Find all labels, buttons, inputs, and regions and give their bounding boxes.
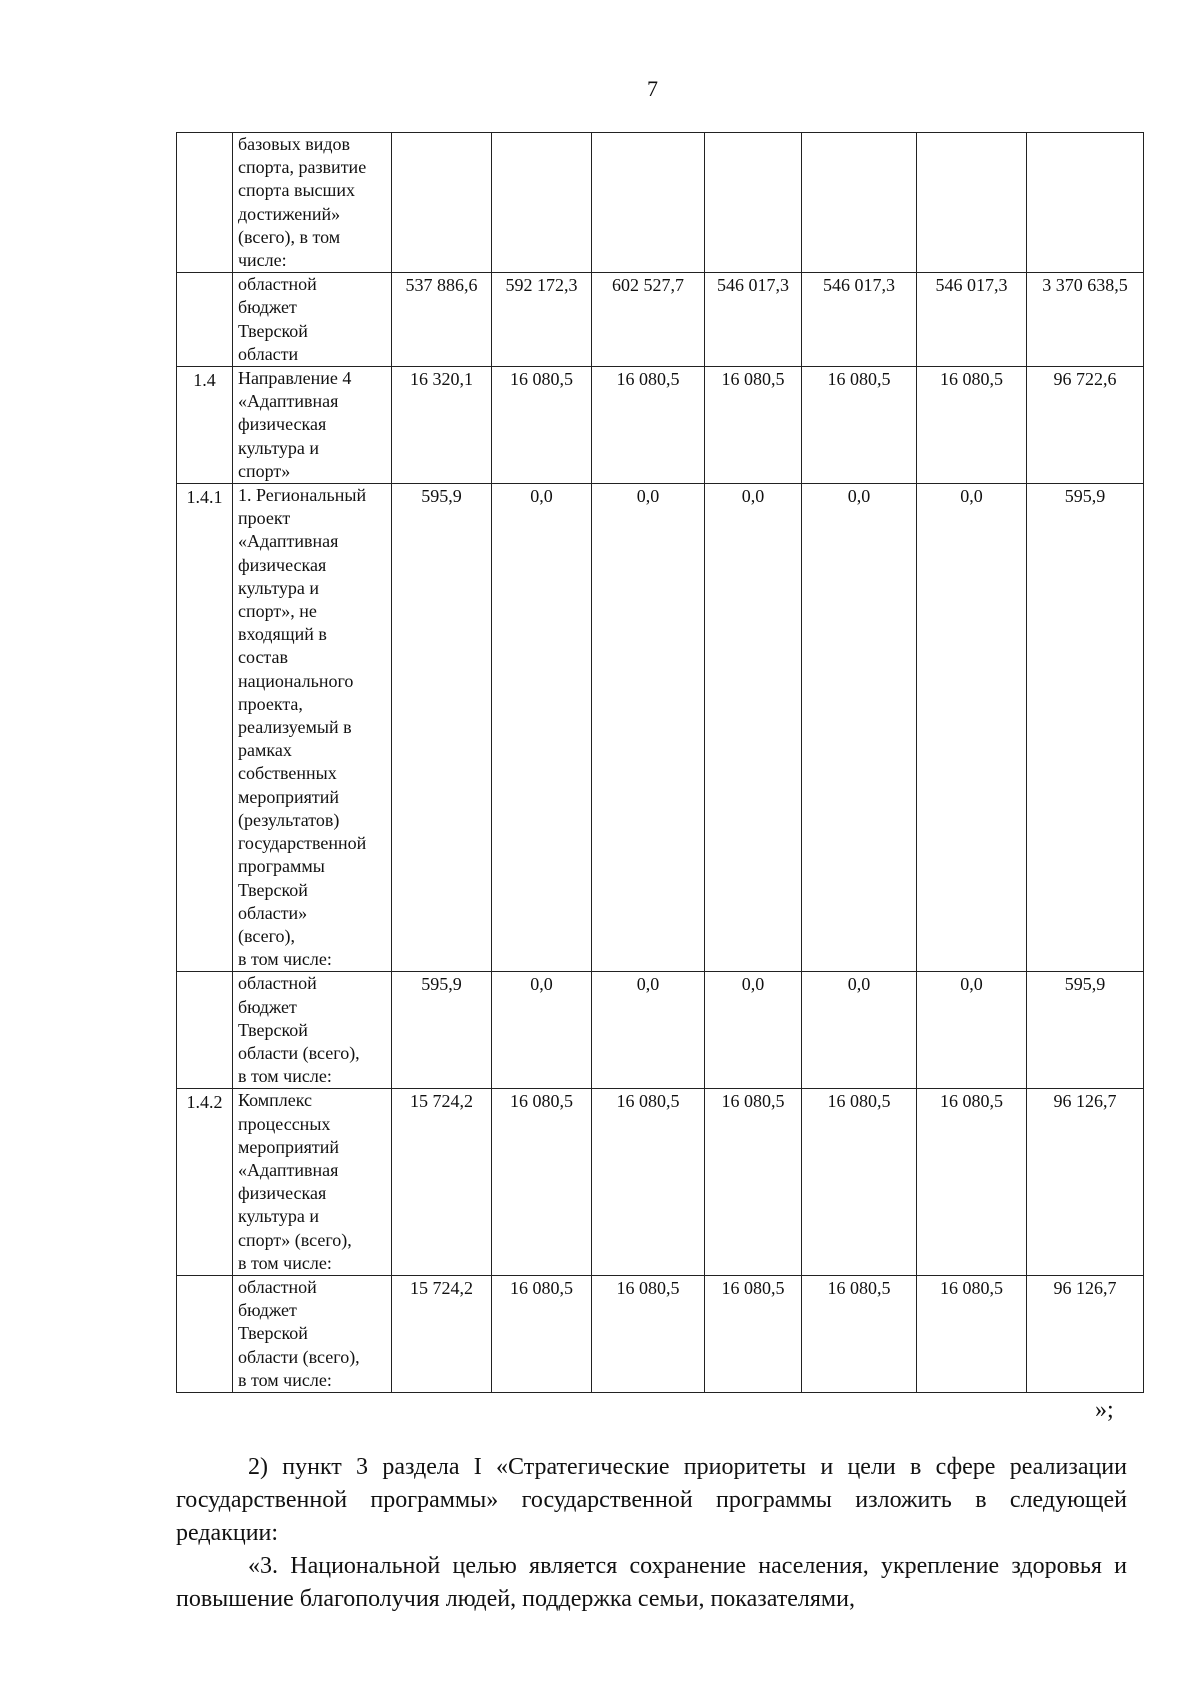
value-cell: 0,0 <box>917 484 1027 972</box>
amendment-paragraph: 2) пункт 3 раздела I «Стратегические приоритеты и цели в сфере реализации государственной программы» государственной программы изложить в следующей редакции: <box>176 1454 1127 1546</box>
value-cell: 16 080,5 <box>917 1089 1027 1276</box>
value-cell: 595,9 <box>1027 972 1144 1089</box>
value-cell: 16 080,5 <box>705 1089 802 1276</box>
row-name-cell: 1. Региональный проект «Адаптивная физическая культура и спорт», не входящий в состав национального проекта, реализуемый в рамках собственных мероприятий (результатов) государственной программы Тверской области» (всего), в том числе: <box>233 484 392 972</box>
table-row <box>177 1089 1144 1276</box>
row-name-cell: Комплекс процессных мероприятий «Адаптивная физическая культура и спорт» (всего), в том числе: <box>233 1089 392 1276</box>
value-cell: 0,0 <box>705 972 802 1089</box>
value-cell: 16 080,5 <box>592 1089 705 1276</box>
table-row <box>177 484 1144 972</box>
table-row <box>177 273 1144 367</box>
value-cell: 16 080,5 <box>802 1089 917 1276</box>
value-cell: 96 126,7 <box>1027 1089 1144 1276</box>
value-cell: 15 724,2 <box>392 1089 492 1276</box>
value-cell: 16 080,5 <box>802 1275 917 1392</box>
budget-table <box>176 132 1144 1393</box>
value-cell: 0,0 <box>802 484 917 972</box>
table-row <box>177 1275 1144 1392</box>
row-name-cell: областной бюджет Тверской области <box>233 273 392 367</box>
value-cell: 16 080,5 <box>917 1275 1027 1392</box>
value-cell: 16 080,5 <box>492 1275 592 1392</box>
value-cell: 0,0 <box>592 484 705 972</box>
value-cell <box>1027 133 1144 273</box>
row-number-cell: 1.4.1 <box>177 484 233 972</box>
value-cell: 0,0 <box>492 484 592 972</box>
table-row <box>177 133 1144 273</box>
value-cell <box>492 133 592 273</box>
value-cell: 595,9 <box>392 484 492 972</box>
value-cell: 0,0 <box>705 484 802 972</box>
value-cell <box>802 133 917 273</box>
value-cell: 546 017,3 <box>705 273 802 367</box>
value-cell <box>705 133 802 273</box>
page-number: 7 <box>647 76 658 101</box>
value-cell: 602 527,7 <box>592 273 705 367</box>
value-cell: 546 017,3 <box>802 273 917 367</box>
table-row <box>177 972 1144 1089</box>
value-cell: 16 080,5 <box>492 1089 592 1276</box>
value-cell: 16 080,5 <box>492 367 592 484</box>
value-cell: 16 080,5 <box>705 1275 802 1392</box>
value-cell: 15 724,2 <box>392 1275 492 1392</box>
budget-table-container <box>176 132 1143 1393</box>
row-number-cell <box>177 1275 233 1392</box>
row-number-cell: 1.4.2 <box>177 1089 233 1276</box>
value-cell: 16 320,1 <box>392 367 492 484</box>
value-cell: 0,0 <box>802 972 917 1089</box>
row-name-cell: базовых видов спорта, развитие спорта высших достижений» (всего), в том числе: <box>233 133 392 273</box>
value-cell: 16 080,5 <box>592 367 705 484</box>
row-number-cell <box>177 133 233 273</box>
closing-quote-mark: »; <box>1095 1397 1114 1423</box>
row-number-cell <box>177 972 233 1089</box>
value-cell: 96 722,6 <box>1027 367 1144 484</box>
value-cell: 16 080,5 <box>592 1275 705 1392</box>
goal-paragraph: «3. Национальной целью является сохранение населения, укрепление здоровья и повышение благополучия людей, поддержка семьи, показателями, <box>176 1553 1127 1612</box>
value-cell <box>917 133 1027 273</box>
value-cell: 3 370 638,5 <box>1027 273 1144 367</box>
value-cell: 595,9 <box>392 972 492 1089</box>
row-number-cell: 1.4 <box>177 367 233 484</box>
value-cell <box>392 133 492 273</box>
table-row <box>177 367 1144 484</box>
row-number-cell <box>177 273 233 367</box>
value-cell: 16 080,5 <box>705 367 802 484</box>
value-cell: 96 126,7 <box>1027 1275 1144 1392</box>
value-cell: 537 886,6 <box>392 273 492 367</box>
budget-table-body <box>177 133 1144 1393</box>
value-cell: 0,0 <box>492 972 592 1089</box>
row-name-cell: областной бюджет Тверской области (всего), в том числе: <box>233 1275 392 1392</box>
value-cell: 0,0 <box>592 972 705 1089</box>
row-name-cell: Направление 4 «Адаптивная физическая культура и спорт» <box>233 367 392 484</box>
value-cell <box>592 133 705 273</box>
row-name-cell: областной бюджет Тверской области (всего), в том числе: <box>233 972 392 1089</box>
value-cell: 546 017,3 <box>917 273 1027 367</box>
value-cell: 595,9 <box>1027 484 1144 972</box>
value-cell: 16 080,5 <box>917 367 1027 484</box>
value-cell: 592 172,3 <box>492 273 592 367</box>
value-cell: 16 080,5 <box>802 367 917 484</box>
value-cell: 0,0 <box>917 972 1027 1089</box>
